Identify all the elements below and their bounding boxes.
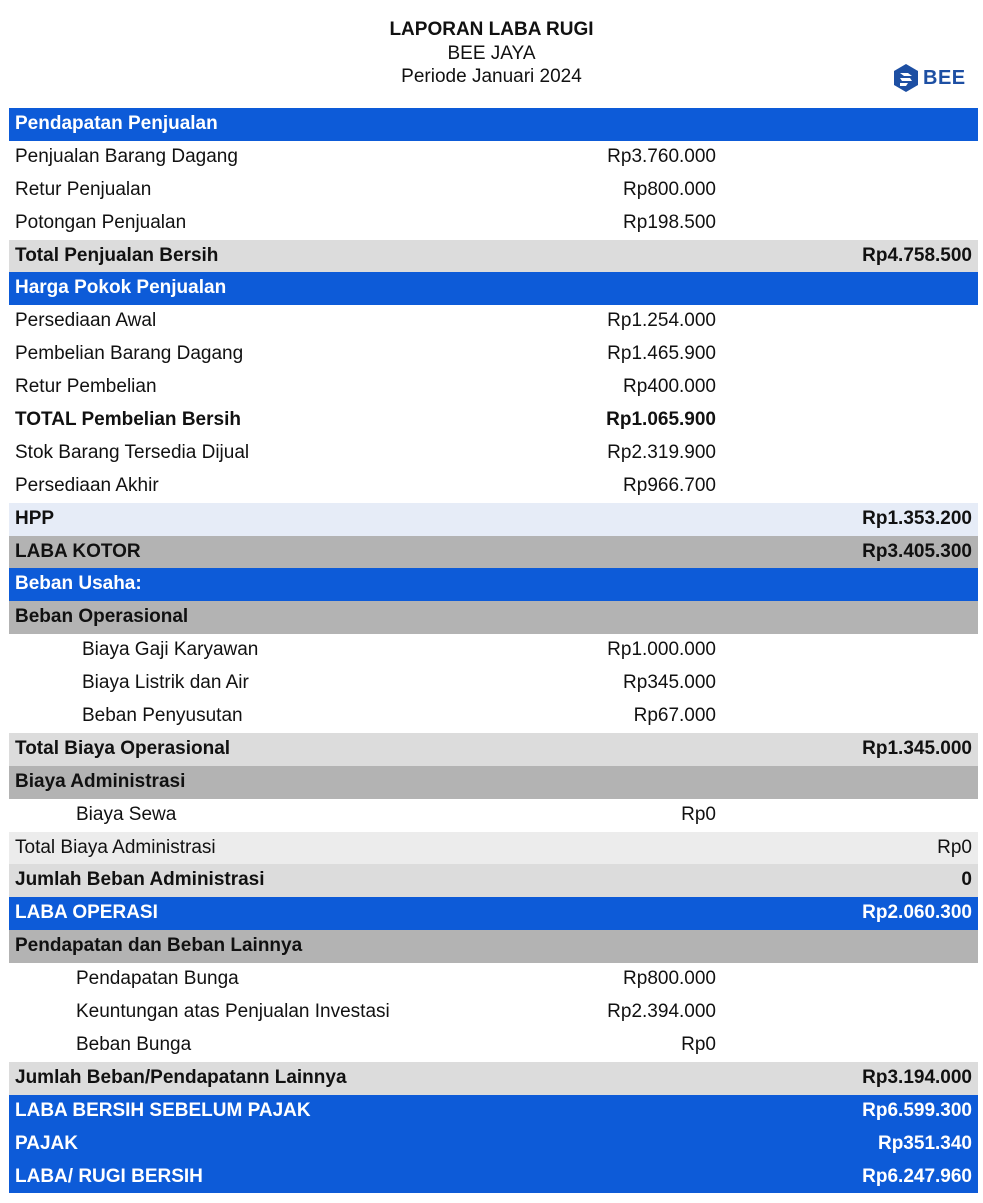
- table-row: [9, 799, 978, 832]
- row-label: Beban Penyusutan: [82, 705, 243, 727]
- table-row: [9, 371, 978, 404]
- company-name: BEE JAYA: [447, 43, 536, 64]
- table-row: [9, 437, 978, 470]
- table-row: [9, 338, 978, 371]
- row-label: Jumlah Beban Administrasi: [15, 869, 265, 891]
- table-row: [9, 141, 978, 174]
- total-row-hpp: [9, 503, 978, 536]
- total-row-pajak: [9, 1128, 978, 1161]
- row-label: Biaya Listrik dan Air: [82, 672, 249, 694]
- row-label: Total Biaya Administrasi: [15, 836, 216, 858]
- table-row: [9, 174, 978, 207]
- row-label: Retur Penjualan: [15, 178, 152, 200]
- table-row: [9, 700, 978, 733]
- total-row-beban-pendapatan-lainnya: [9, 1062, 978, 1095]
- group-header-biaya-administrasi: [9, 766, 978, 799]
- row-amount: Rp67.000: [633, 705, 716, 727]
- row-total: Rp351.340: [877, 1132, 972, 1154]
- row-label: Persediaan Akhir: [15, 474, 159, 496]
- row-total: Rp4.758.500: [862, 244, 972, 266]
- row-amount: Rp1.065.900: [606, 409, 716, 431]
- row-amount: Rp1.465.900: [607, 343, 716, 365]
- report-header: [0, 0, 983, 108]
- row-label: Pendapatan dan Beban Lainnya: [15, 935, 303, 957]
- row-label: Retur Pembelian: [15, 376, 157, 398]
- row-label: Beban Operasional: [15, 606, 189, 628]
- row-amount: Rp345.000: [623, 672, 716, 694]
- row-label: Biaya Gaji Karyawan: [82, 639, 259, 661]
- row-label: Pembelian Barang Dagang: [15, 343, 244, 365]
- total-row-laba-kotor: [9, 536, 978, 569]
- row-label: Beban Bunga: [76, 1033, 192, 1055]
- bee-logo: [893, 63, 966, 93]
- section-header-beban-usaha: [9, 568, 978, 601]
- row-amount: Rp966.700: [623, 474, 716, 496]
- row-label: LABA OPERASI: [15, 902, 158, 924]
- row-amount: Rp1.000.000: [607, 639, 716, 661]
- table-row: [9, 996, 978, 1029]
- table-row: [9, 963, 978, 996]
- row-total: Rp1.353.200: [862, 507, 972, 529]
- row-label: Total Penjualan Bersih: [15, 244, 219, 266]
- total-row-jumlah-beban-administrasi: [9, 864, 978, 897]
- row-amount: Rp198.500: [623, 211, 716, 233]
- table-row: [9, 305, 978, 338]
- row-label: PAJAK: [15, 1132, 78, 1154]
- total-row-biaya-operasional: [9, 733, 978, 766]
- row-label: Harga Pokok Penjualan: [15, 277, 227, 299]
- total-row-penjualan-bersih: [9, 240, 978, 273]
- row-label: Biaya Administrasi: [15, 770, 186, 792]
- row-total: Rp3.405.300: [862, 540, 972, 562]
- total-row-laba-operasi: [9, 897, 978, 930]
- row-label: Total Biaya Operasional: [15, 737, 231, 759]
- row-total: Rp6.247.960: [862, 1165, 972, 1187]
- group-header-beban-operasional: [9, 601, 978, 634]
- row-label: HPP: [15, 507, 55, 529]
- table-row: [9, 470, 978, 503]
- group-header-pendapatan-beban-lainnya: [9, 930, 978, 963]
- row-amount: Rp2.394.000: [607, 1001, 716, 1023]
- logo-text: BEE: [923, 66, 966, 89]
- row-label: LABA BERSIH SEBELUM PAJAK: [15, 1099, 311, 1121]
- row-total: 0: [961, 869, 972, 891]
- row-total: Rp6.599.300: [862, 1099, 972, 1121]
- row-label: Stok Barang Tersedia Dijual: [15, 441, 250, 463]
- report-period: Periode Januari 2024: [401, 66, 582, 87]
- row-amount: Rp0: [681, 803, 716, 825]
- row-amount: Rp2.319.900: [607, 441, 716, 463]
- row-label: LABA/ RUGI BERSIH: [15, 1165, 203, 1187]
- row-amount: Rp3.760.000: [607, 145, 716, 167]
- total-row-biaya-administrasi: [9, 832, 978, 865]
- row-label: Beban Usaha:: [15, 573, 142, 595]
- row-amount: Rp400.000: [623, 376, 716, 398]
- row-label: Pendapatan Bunga: [76, 968, 239, 990]
- total-row-laba-rugi-bersih: [9, 1161, 978, 1194]
- income-statement-table: [9, 108, 978, 1193]
- row-label: Pendapatan Penjualan: [15, 113, 218, 134]
- section-header-harga-pokok-penjualan: [9, 272, 978, 305]
- table-row: [9, 207, 978, 240]
- row-amount: Rp800.000: [623, 968, 716, 990]
- row-amount: Rp1.254.000: [607, 310, 716, 332]
- row-label: LABA KOTOR: [15, 540, 141, 562]
- row-total: Rp2.060.300: [862, 902, 972, 924]
- row-amount: Rp0: [681, 1033, 716, 1055]
- total-row-laba-sebelum-pajak: [9, 1095, 978, 1128]
- row-amount: Rp800.000: [623, 178, 716, 200]
- section-header-pendapatan-penjualan: [9, 108, 978, 141]
- row-label: Keuntungan atas Penjualan Investasi: [76, 1001, 390, 1023]
- row-total: Rp0: [937, 836, 972, 858]
- subtotal-row-pembelian-bersih: [9, 404, 978, 437]
- row-total: Rp3.194.000: [862, 1066, 972, 1088]
- row-label: Penjualan Barang Dagang: [15, 145, 238, 167]
- row-total: Rp1.345.000: [862, 737, 972, 759]
- row-label: Biaya Sewa: [76, 803, 177, 825]
- table-row: [9, 634, 978, 667]
- bee-hexagon-icon: [893, 63, 919, 93]
- row-label: Potongan Penjualan: [15, 211, 187, 233]
- row-label: Jumlah Beban/Pendapatann Lainnya: [15, 1066, 347, 1088]
- report-title: LAPORAN LABA RUGI: [389, 19, 594, 40]
- table-row: [9, 1029, 978, 1062]
- row-label: TOTAL Pembelian Bersih: [15, 409, 241, 431]
- table-row: [9, 667, 978, 700]
- row-label: Persediaan Awal: [15, 310, 157, 332]
